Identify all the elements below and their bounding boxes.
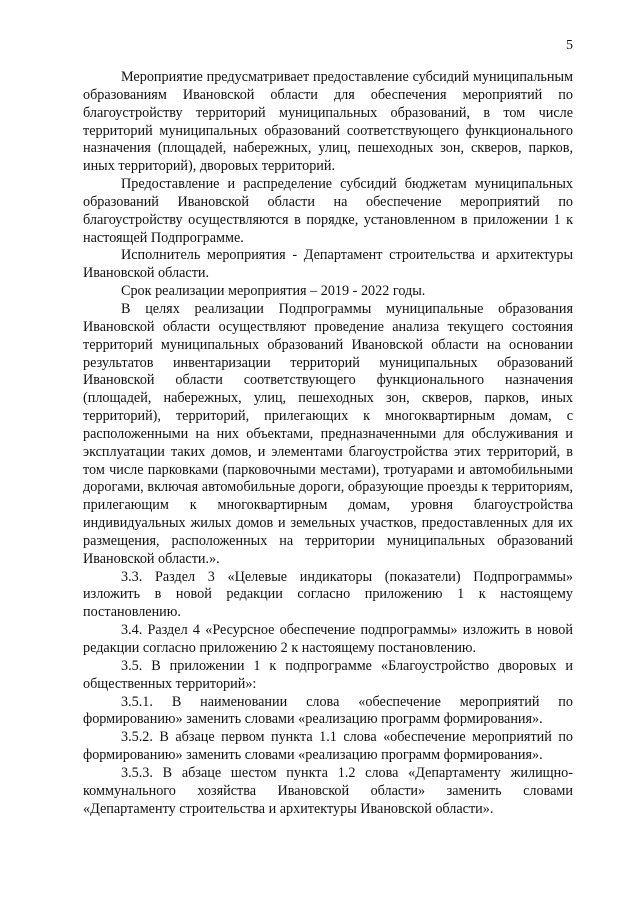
page-number: 5 bbox=[566, 38, 573, 53]
paragraph: 3.5.1. В наименовании слова «обеспечение мероприятий по формированию» заменить словами «реализацию программ формирования». bbox=[83, 693, 573, 728]
paragraph: Мероприятие предусматривает предоставление субсидий муниципальным образованиям Ивановской области для обеспечения мероприятий по благоустройству территорий муниципальных образований, в том числе территорий муниципальных образований соответствующего функционального назначения (площадей, набережных, улиц, пешеходных зон, скверов, парков, иных территорий), дворовых территорий. bbox=[83, 69, 573, 175]
paragraph: 3.4. Раздел 4 «Ресурсное обеспечение подпрограммы» изложить в новой редакции согласно приложению 2 к настоящему постановлению. bbox=[83, 622, 573, 656]
paragraph: В целях реализации Подпрограммы муниципальные образования Ивановской области осуществляют проведение анализа текущего состояния территорий муниципальных образований Ивановской области на основании результатов инвентаризации территорий муниципальных образований Ивановской области соответствующего функционального назначения (площадей, набережных, улиц, пешеходных зон, скверов, парков, иных территорий), территорий, прилегающих к многоквартирным домам, с расположенными на них объектами, предназначенными для обслуживания и эксплуатации таких домов, и элементами благоустройства этих территорий, в том числе парковками (парковочными местами), тротуарами и автомобильными дорогами, включая автомобильные дороги, образующие проезды к территориям, прилегающим к многоквартирным домам, уровня благоустройства индивидуальных жилых домов и земельных участков, предоставленных для их размещения, расположенных на территории муниципальных образований Ивановской области.». bbox=[83, 300, 573, 567]
document-body bbox=[83, 69, 573, 818]
paragraph: 3.3. Раздел 3 «Целевые индикаторы (показатели) Подпрограммы» изложить в новой редакции согласно приложению 1 к настоящему постановлению. bbox=[83, 568, 573, 621]
paragraph: 3.5.3. В абзаце шестом пункта 1.2 слова «Департаменту жилищно-коммунального хозяйства Ивановской области» заменить словами «Департаменту строительства и архитектуры Ивановской области». bbox=[83, 764, 573, 817]
paragraph: 3.5. В приложении 1 к подпрограмме «Благоустройство дворовых и общественных территорий»: bbox=[83, 657, 573, 692]
paragraph: 3.5.2. В абзаце первом пункта 1.1 слова «обеспечение мероприятий по формированию» заменить словами «реализацию программ формирования». bbox=[83, 729, 573, 764]
paragraph: Предоставление и распределение субсидий бюджетам муниципальных образований Ивановской области на обеспечение мероприятий по благоустройству осуществляются в порядке, установленном в приложении 1 к настоящей Подпрограмме. bbox=[83, 176, 573, 246]
paragraph: Исполнитель мероприятия - Департамент строительства и архитектуры Ивановской области. bbox=[83, 247, 573, 282]
paragraph: Срок реализации мероприятия – 2019 - 2022 годы. bbox=[121, 283, 426, 300]
